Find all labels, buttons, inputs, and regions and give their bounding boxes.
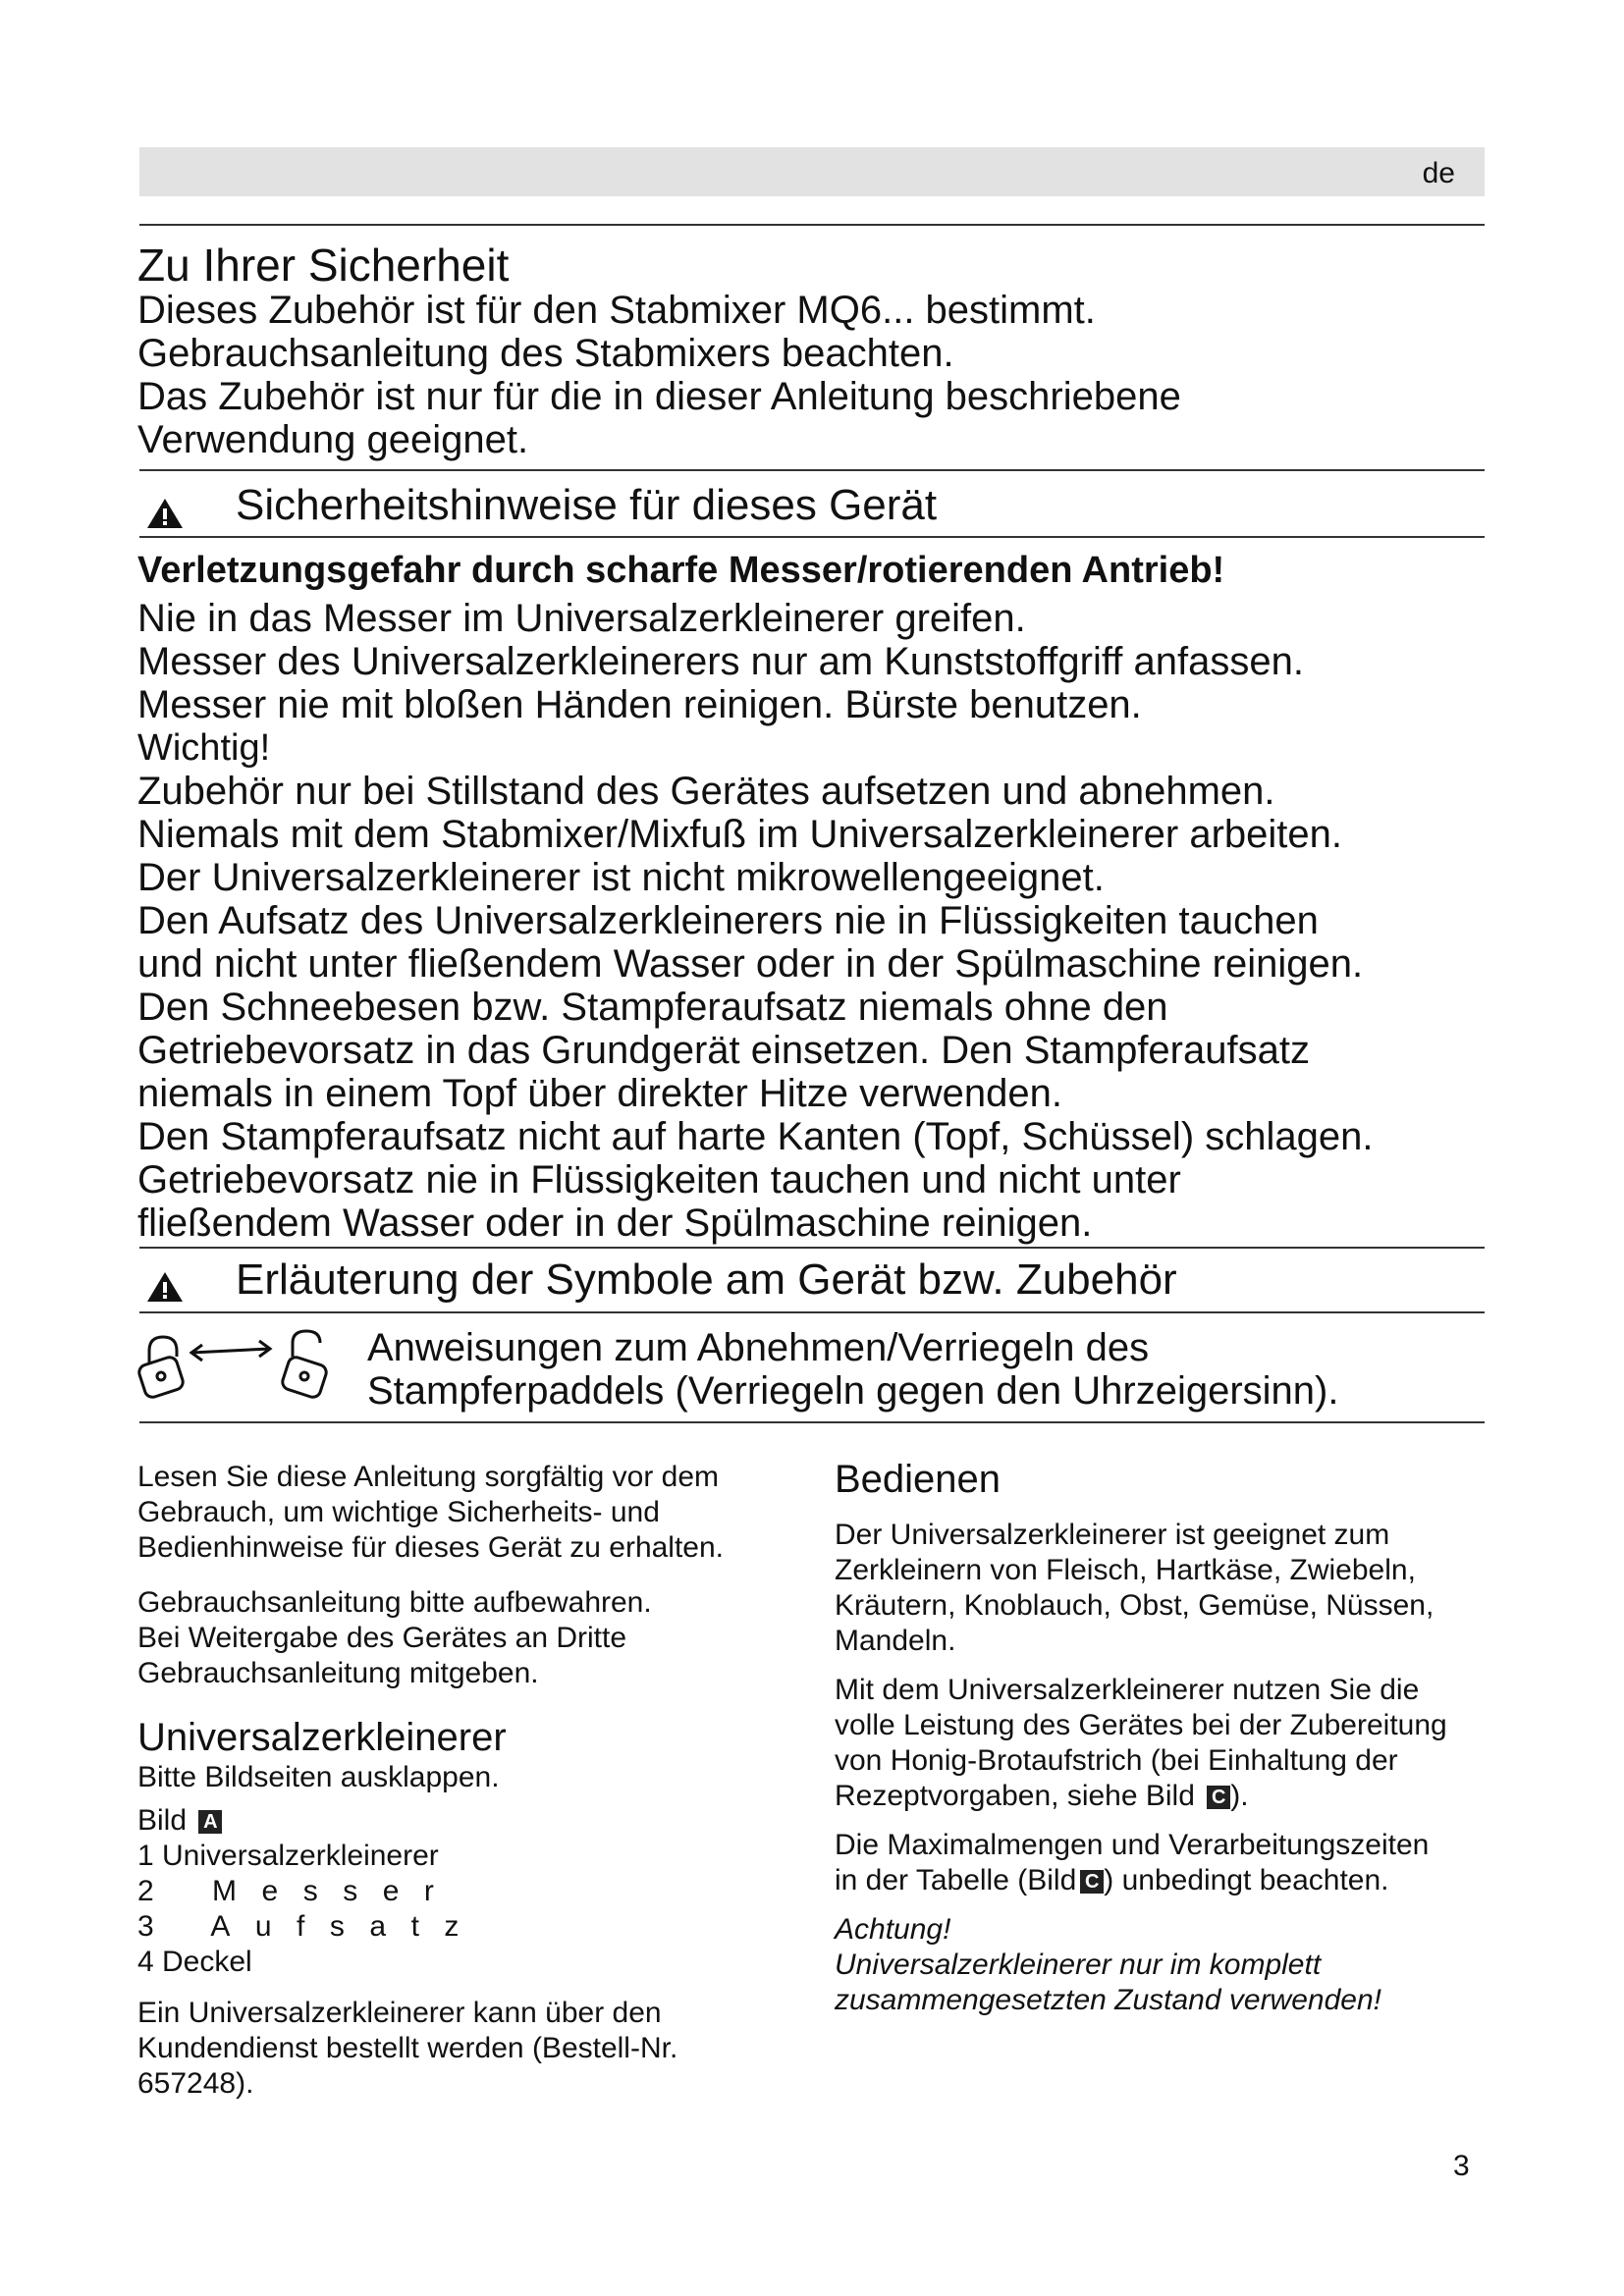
list-item: 2 Messer [137,1875,460,1907]
intro-paragraph [137,1460,805,1566]
left-column [137,1460,805,2115]
header-bar [139,147,1485,196]
warning-paragraph [835,1912,1502,2018]
safety-line: Gebrauchsanleitung des Stabmixers beachten. [137,332,954,375]
bild-label: Bild [137,1804,188,1837]
important-line: Niemals mit dem Stabmixer/Mixfuß im Universalzerkleinerer arbeiten. [137,813,1343,856]
unfold-note: Bitte Bildseiten ausklappen. [137,1761,500,1793]
important-line: Den Stampferaufsatz nicht auf harte Kanten (Topf, Schüssel) schlagen. [137,1115,1374,1158]
important-heading: Wichtig! [137,727,271,769]
text-line: von Honig-Brotaufstrich (bei Einhaltung der [835,1744,1398,1777]
figure-ref [137,1803,805,1839]
text-line: zusammengesetzten Zustand verwenden! [835,1984,1381,2016]
text-line [835,1863,1502,1898]
text-fragment: in der Tabelle ( [835,1864,1028,1896]
important-line: Den Aufsatz des Universalzerkleinerers nie in Flüssigkeiten tauchen [137,899,1319,942]
safety-line: Verwendung geeignet. [137,418,529,461]
text-fragment: ). [1230,1780,1249,1812]
text-line: Kundendienst bestellt werden (Bestell-Nr. [137,2032,678,2064]
usage-paragraph [835,1518,1502,1659]
important-line: und nicht unter fließendem Wasser oder in der Spülmaschine reinigen. [137,942,1364,986]
text-line: 657248). [137,2067,254,2100]
text-line: Kräutern, Knoblauch, Obst, Gemüse, Nüssen, [835,1589,1435,1622]
text-line: Ein Universalzerkleinerer kann über den [137,1997,662,2029]
text-line: volle Leistung des Gerätes bei der Zubereitung [835,1709,1447,1741]
important-line: Getriebevorsatz nie in Flüssigkeiten tauchen und nicht unter [137,1158,1181,1201]
warning-heading: Achtung! [835,1913,951,1946]
danger-list [137,597,1512,1245]
text-line: Der Universalzerkleinerer ist geeignet zum [835,1519,1390,1551]
important-line: Den Schneebesen bzw. Stampferaufsatz niemals ohne den [137,986,1168,1029]
danger-line: Messer des Universalzerkleinerers nur am Kunststoffgriff anfassen. [137,640,1304,683]
list-item: 3 Aufsatz [137,1910,484,1943]
text-line: Bei Weitergabe des Gerätes an Dritte [137,1622,627,1654]
symbol-line: Anweisungen zum Abnehmen/Verriegeln des [367,1326,1150,1369]
important-line: Zubehör nur bei Stillstand des Gerätes aufsetzen und abnehmen. [137,770,1275,813]
safety-title: Zu Ihrer Sicherheit [137,240,510,291]
safety-line: Das Zubehör ist nur für die in dieser Anleitung beschriebene [137,375,1181,418]
hints-title: Sicherheitshinweise für dieses Gerät [236,481,938,529]
text-line: Gebrauchsanleitung mitgeben. [137,1657,539,1689]
honey-paragraph [835,1673,1502,1814]
text-fragment: Rezeptvorgaben, siehe Bild [835,1780,1204,1812]
list-item: 1 Universalzerkleinerer [137,1840,439,1872]
warning-triangle-icon [145,1270,185,1304]
danger-heading: Verletzungsgefahr durch scharfe Messer/rotierenden Antrieb! [137,550,1225,591]
divider [139,469,1485,471]
safety-line: Dieses Zubehör ist für den Stabmixer MQ6... bestimmt. [137,289,1096,332]
danger-line: Nie in das Messer im Universalzerkleinerer greifen. [137,597,1026,640]
important-line: fließendem Wasser oder in der Spülmaschine reinigen. [137,1201,1093,1245]
divider [139,1311,1485,1313]
text-line: Universalzerkleinerer nur im komplett [835,1949,1322,1981]
text-line [835,1779,1502,1814]
figure-letter-badge: C [1207,1786,1230,1809]
safety-intro [137,289,1492,461]
text-fragment: ) unbedingt beachten. [1104,1864,1389,1896]
limits-paragraph [835,1828,1502,1898]
important-line: niemals in einem Topf über direkter Hitze verwenden. [137,1072,1062,1115]
text-line: Gebrauch, um wichtige Sicherheits- und [137,1496,660,1528]
parts-list [137,1839,805,1980]
text-line: Die Maximalmengen und Verarbeitungszeiten [835,1829,1430,1861]
warning-triangle-icon [145,497,185,530]
text-line: Lesen Sie diese Anleitung sorgfältig vor dem [137,1461,720,1493]
divider [139,224,1485,226]
text-line: Gebrauchsanleitung bitte aufbewahren. [137,1586,652,1619]
divider [139,536,1485,538]
important-line: Getriebevorsatz in das Grundgerät einsetzen. Den Stampferaufsatz [137,1029,1310,1072]
symbol-description [367,1326,1338,1413]
divider [139,1247,1485,1249]
text-line: Bedienhinweise für dieses Gerät zu erhalten. [137,1531,725,1564]
important-line: Der Universalzerkleinerer ist nicht mikrowellengeeignet. [137,856,1105,899]
symbol-line: Stampferpaddels (Verriegeln gegen den Uhrzeigersinn). [367,1369,1339,1413]
divider [139,1421,1485,1423]
list-item: 4 Deckel [137,1946,252,1978]
figure-letter-badge: A [198,1810,222,1834]
keep-paragraph [137,1585,805,1691]
text-line: Mandeln. [835,1625,956,1657]
section-heading: Universalzerkleinerer [137,1716,507,1759]
text-line: Zerkleinern von Fleisch, Hartkäse, Zwiebeln, [835,1554,1416,1586]
text-line: Mit dem Universalzerkleinerer nutzen Sie die [835,1674,1420,1706]
figure-letter-badge: C [1080,1870,1104,1894]
language-code: de [1422,157,1455,189]
section-heading: Bedienen [835,1458,1001,1501]
order-paragraph [137,1996,805,2102]
page-number: 3 [1453,2150,1470,2182]
danger-line: Messer nie mit bloßen Händen reinigen. Bürste benutzen. [137,683,1142,726]
bild-label: Bild [1027,1864,1077,1896]
symbols-title: Erläuterung der Symbole am Gerät bzw. Zubehör [236,1255,1177,1304]
right-column [835,1457,1502,2018]
lock-unlock-icon [137,1327,334,1406]
